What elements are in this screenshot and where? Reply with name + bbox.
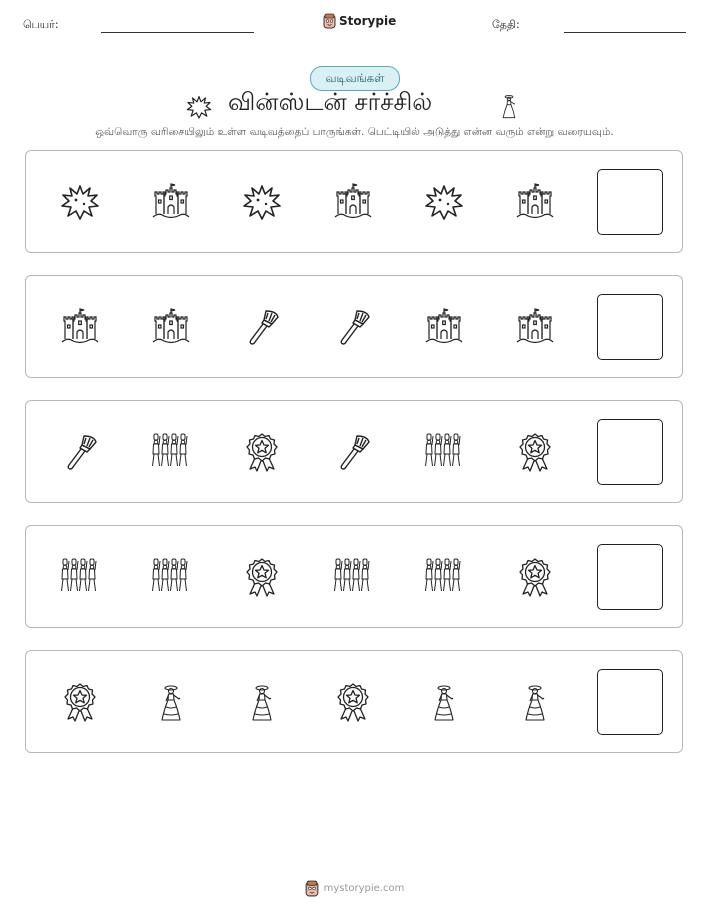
pattern-row — [25, 150, 683, 253]
category-badge: வடிவங்கள் — [310, 66, 400, 91]
brush-icon — [333, 432, 373, 472]
lady-icon — [496, 90, 522, 122]
brush-icon — [242, 307, 282, 347]
lady-icon — [424, 682, 464, 722]
instructions: ஒவ்வொரு வரிசையிலும் உள்ள வடிவத்தைப் பாருங்கள். பெட்டியில் அடுத்து என்ன வரும் என்று வரையவும். — [95, 126, 614, 138]
answer-box[interactable] — [597, 669, 663, 735]
medal-icon — [333, 682, 373, 722]
medal-icon — [515, 557, 555, 597]
worksheet-title: வின்ஸ்டன் சர்ச்சில் — [228, 88, 433, 116]
worksheet-header — [0, 0, 709, 40]
soldiers-icon — [60, 557, 100, 597]
answer-box[interactable] — [597, 544, 663, 610]
castle-icon — [151, 182, 191, 222]
soldiers-icon — [333, 557, 373, 597]
castle-icon — [60, 307, 100, 347]
medal-icon — [515, 432, 555, 472]
pattern-row — [25, 400, 683, 503]
name-line[interactable] — [101, 32, 254, 33]
splat-icon — [60, 182, 100, 222]
splat-icon — [242, 182, 282, 222]
pattern-row — [25, 275, 683, 378]
storypie-mascot-icon — [305, 880, 319, 897]
castle-icon — [151, 307, 191, 347]
answer-box[interactable] — [597, 419, 663, 485]
date-line[interactable] — [564, 32, 686, 33]
medal-icon — [242, 432, 282, 472]
splat-icon — [424, 182, 464, 222]
answer-box[interactable] — [597, 169, 663, 235]
brand-name: Storypie — [339, 14, 397, 28]
pattern-row — [25, 650, 683, 753]
splat-icon — [186, 94, 212, 120]
footer-site: mystorypie.com — [323, 883, 405, 894]
soldiers-icon — [151, 557, 191, 597]
brush-icon — [333, 307, 373, 347]
lady-icon — [242, 682, 282, 722]
storypie-mascot-icon — [323, 13, 336, 29]
soldiers-icon — [424, 557, 464, 597]
soldiers-icon — [151, 432, 191, 472]
brush-icon — [60, 432, 100, 472]
date-label: தேதி: — [492, 18, 520, 31]
lady-icon — [515, 682, 555, 722]
answer-box[interactable] — [597, 294, 663, 360]
pattern-row — [25, 525, 683, 628]
brand-logo — [323, 13, 396, 29]
soldiers-icon — [424, 432, 464, 472]
medal-icon — [60, 682, 100, 722]
footer — [0, 880, 709, 897]
medal-icon — [242, 557, 282, 597]
castle-icon — [424, 307, 464, 347]
lady-icon — [151, 682, 191, 722]
name-label: பெயர்: — [23, 18, 59, 31]
castle-icon — [515, 182, 555, 222]
castle-icon — [515, 307, 555, 347]
castle-icon — [333, 182, 373, 222]
